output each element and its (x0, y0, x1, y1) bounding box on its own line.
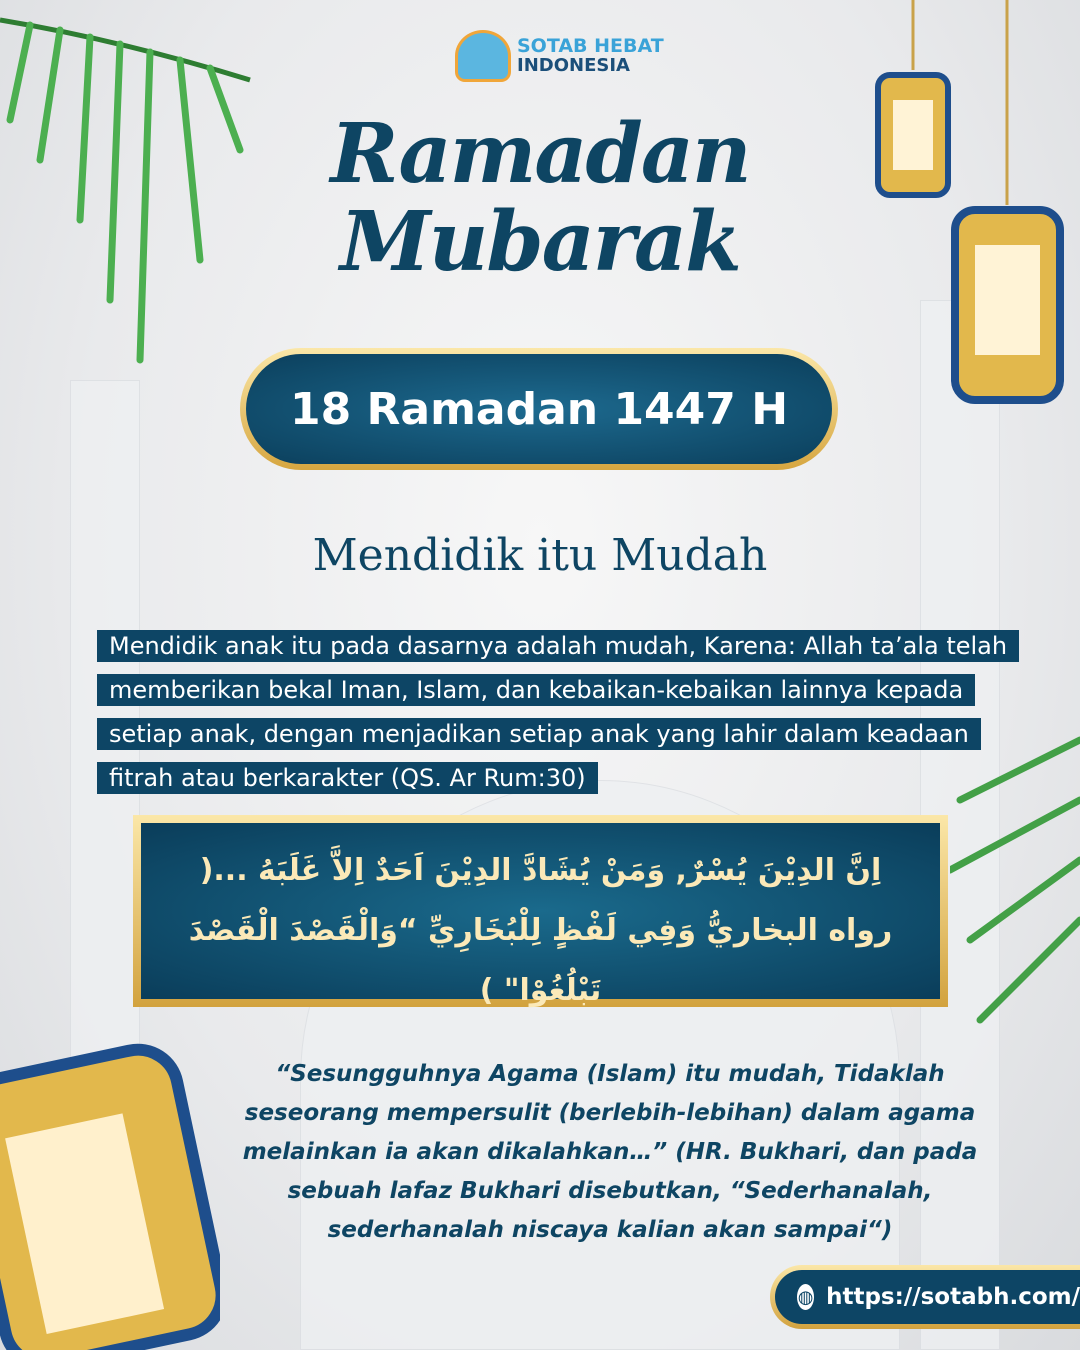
palm-leaf-top-left (0, 0, 260, 380)
hadith-arabic-text: اِنَّ الدِيْنَ يُسْرٌ, وَمَنْ يُشَادَّ الدِيْنَ اَحَدٌ اِلاَّ غَلَبَهُ ...( رواه البخاريُّ وَفِي لَفْظٍ لِلْبُخَارِيِّ “وَالْقَصْدَ الْقَصْدَ تَبْلُغُوْا" ) (141, 823, 940, 999)
date-badge (240, 348, 838, 470)
title-line1: Ramadan (330, 106, 750, 202)
intro-paragraph (97, 624, 1017, 800)
globe-icon: ◍ (797, 1284, 814, 1310)
website-url[interactable]: https://sotabh.com/ (826, 1284, 1080, 1310)
title-line2: Mubarak (339, 194, 740, 290)
lantern-bottom-left (0, 1000, 220, 1350)
logo-line2: INDONESIA (517, 55, 630, 76)
website-badge[interactable] (770, 1265, 1080, 1329)
hadith-translation: “Sesungguhnya Agama (Islam) itu mudah, Tidaklah seseorang mempersulit (berlebih-lebihan) dalam agama melainkan ia akan dikalahkan…” (HR. Bukhari, dan pada sebuah lafaz Bukhari disebutkan, “Sederhanalah, sederhanalah niscaya kalian akan sampai“) (242, 1061, 978, 1243)
logo-line1: SOTAB HEBAT (517, 35, 664, 57)
subtitle: Mendidik itu Mudah (312, 530, 768, 581)
date-text: 18 Ramadan 1447 H (246, 354, 832, 464)
hadith-arabic-box (133, 815, 948, 1007)
intro-paragraph-text: Mendidik anak itu pada dasarnya adalah mudah, Karena: Allah ta’ala telah memberikan bekal Iman, Islam, dan kebaikan-kebaikan lainnya kepada setiap anak, dengan menjadikan setiap anak yang lahir dalam keadaan fitrah atau berkarakter (QS. Ar Rum:30) (97, 630, 1019, 794)
logo-heart-book-icon (455, 30, 511, 82)
lantern-top-right-large (945, 0, 1070, 410)
logo (455, 30, 664, 82)
ramadan-mubarak-title (330, 106, 750, 290)
